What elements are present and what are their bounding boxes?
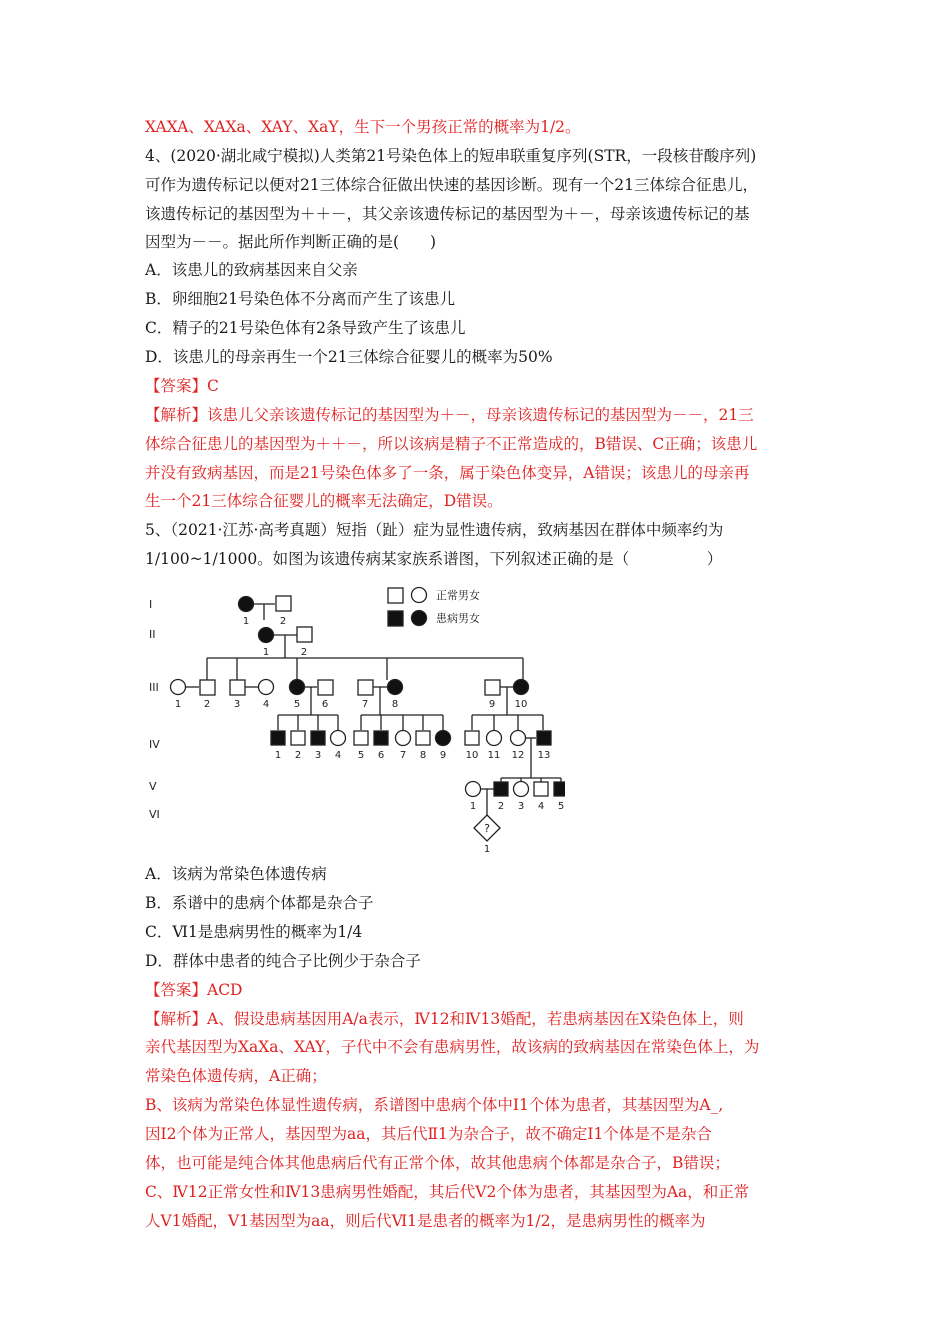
legend-affected-male [388, 611, 403, 626]
id-label: 1 [262, 647, 270, 658]
id-label: 9 [488, 699, 496, 710]
id-label: 1 [469, 801, 477, 812]
id-label: 6 [321, 699, 329, 710]
id-label: 3 [233, 699, 241, 710]
id-label: 2 [497, 801, 505, 812]
id-label: 1 [483, 844, 491, 855]
question-4-header: 4、(2020·湖北咸宁模拟)人类第21号染色体上的短串联重复序列(STR，一段核苷酸序列) [145, 147, 757, 165]
option-b: B．卵细胞21号染色体不分离而产生了该患儿 [145, 290, 456, 308]
id-label: 8 [419, 750, 427, 761]
id-label: 5 [357, 750, 365, 761]
gen-label: VI [149, 808, 160, 821]
id-label: 12 [511, 750, 525, 761]
id-label: 5 [557, 801, 565, 812]
analysis-text: C、Ⅳ12正常女性和Ⅳ13患病男性婚配，其后代Ⅴ2个体为患者，其基因型为Aa，和正常 [145, 1183, 750, 1201]
analysis-text: 【解析】A、假设患病基因用A/a表示，Ⅳ12和Ⅳ13婚配，若患病基因在X染色体上，则 [145, 1010, 744, 1028]
text-line: 因型为－－。据此所作判断正确的是( ) [145, 233, 437, 251]
analysis-text: B、该病为常染色体显性遗传病，系谱图中患病个体中Ⅰ1个体为患者，其基因型为A_, [145, 1096, 724, 1114]
gen-label: V [149, 780, 157, 793]
analysis-text: 生一个21三体综合征婴儿的概率无法确定，D错误。 [145, 492, 503, 510]
unknown-mark: ? [484, 822, 490, 835]
text-line: 1/100~1/1000。如图为该遗传病某家族系谱图，下列叙述正确的是（ ） [145, 550, 723, 568]
text-line: 可作为遗传标记以便对21三体综合征做出快速的基因诊断。现有一个21三体综合征患儿， [145, 176, 758, 194]
id-label: 8 [391, 699, 399, 710]
id-label: 3 [314, 750, 322, 761]
pedigree-chart [145, 580, 565, 855]
id-label: 5 [293, 699, 301, 710]
id-label: 1 [274, 750, 282, 761]
legend-affected-female [412, 611, 427, 626]
gen-label: II [149, 628, 156, 641]
id-label: 9 [439, 750, 447, 761]
legend-normal-male [388, 588, 403, 603]
analysis-text: 【解析】该患儿父亲该遗传标记的基因型为＋－，母亲该遗传标记的基因型为－－，21三 [145, 406, 754, 424]
option-c: C．Ⅵ1是患病男性的概率为1/4 [145, 923, 363, 941]
id-label: 2 [294, 750, 302, 761]
text-line: XAXA、XAXa、XAY、XaY，生下一个男孩正常的概率为1/2。 [145, 118, 581, 136]
id-label: 2 [279, 616, 287, 627]
answer-label: 【答案】ACD [145, 981, 243, 999]
id-label: 10 [465, 750, 479, 761]
id-label: 11 [487, 750, 501, 761]
id-label: 7 [399, 750, 407, 761]
id-label: 4 [334, 750, 342, 761]
option-a: A．该病为常染色体遗传病 [145, 865, 327, 883]
id-label: 7 [361, 699, 369, 710]
analysis-text: 亲代基因型为XaXa、XAY，子代中不会有患病男性，故该病的致病基因在常染色体上，为 [145, 1038, 760, 1056]
option-b: B．系谱中的患病个体都是杂合子 [145, 894, 374, 912]
id-label: 3 [517, 801, 525, 812]
id-label: 13 [537, 750, 551, 761]
gen-label: I [149, 598, 153, 611]
analysis-text: 并没有致病基因，而是21号染色体多了一条，属于染色体变异，A错误；该患儿的母亲再 [145, 464, 750, 482]
question-5-header: 5、（2021·江苏·高考真题）短指（趾）症为显性遗传病，致病基因在群体中频率约为 [145, 521, 724, 539]
option-c: C．精子的21号染色体有2条导致产生了该患儿 [145, 319, 466, 337]
gen-label: IV [149, 738, 160, 751]
option-d: D．该患儿的母亲再生一个21三体综合征婴儿的概率为50% [145, 348, 553, 366]
legend-normal-female [412, 588, 427, 603]
gen-label: III [149, 681, 159, 694]
option-d: D．群体中患者的纯合子比例少于杂合子 [145, 952, 421, 970]
id-label: 2 [300, 647, 308, 658]
legend-normal-label: 正常男女 [436, 589, 480, 602]
id-label: 1 [242, 616, 250, 627]
id-label: 6 [377, 750, 385, 761]
id-label: 4 [537, 801, 545, 812]
id-label: 2 [203, 699, 211, 710]
analysis-text: 体综合征患儿的基因型为＋＋－，所以该病是精子不正常造成的，B错误、C正确；该患儿 [145, 435, 758, 453]
legend-affected-label: 患病男女 [436, 612, 480, 625]
analysis-text: 人Ⅴ1婚配，Ⅴ1基因型为aa，则后代Ⅵ1是患者的概率为1/2，是患病男性的概率为 [145, 1212, 706, 1230]
id-label: 10 [514, 699, 528, 710]
option-a: A．该患儿的致病基因来自父亲 [145, 261, 358, 279]
analysis-text: 因Ⅰ2个体为正常人，基因型为aa，其后代Ⅱ1为杂合子，故不确定Ⅰ1个体是不是杂合 [145, 1125, 712, 1143]
id-label: 1 [174, 699, 182, 710]
id-label: 4 [262, 699, 270, 710]
text-line: 该遗传标记的基因型为＋＋－，其父亲该遗传标记的基因型为＋－，母亲该遗传标记的基 [145, 205, 750, 223]
analysis-text: 常染色体遗传病，A正确； [145, 1067, 327, 1085]
answer-label: 【答案】C [145, 377, 219, 395]
analysis-text: 体，也可能是纯合体其他患病后代有正常个体，故其他患病个体都是杂合子，B错误； [145, 1154, 730, 1172]
